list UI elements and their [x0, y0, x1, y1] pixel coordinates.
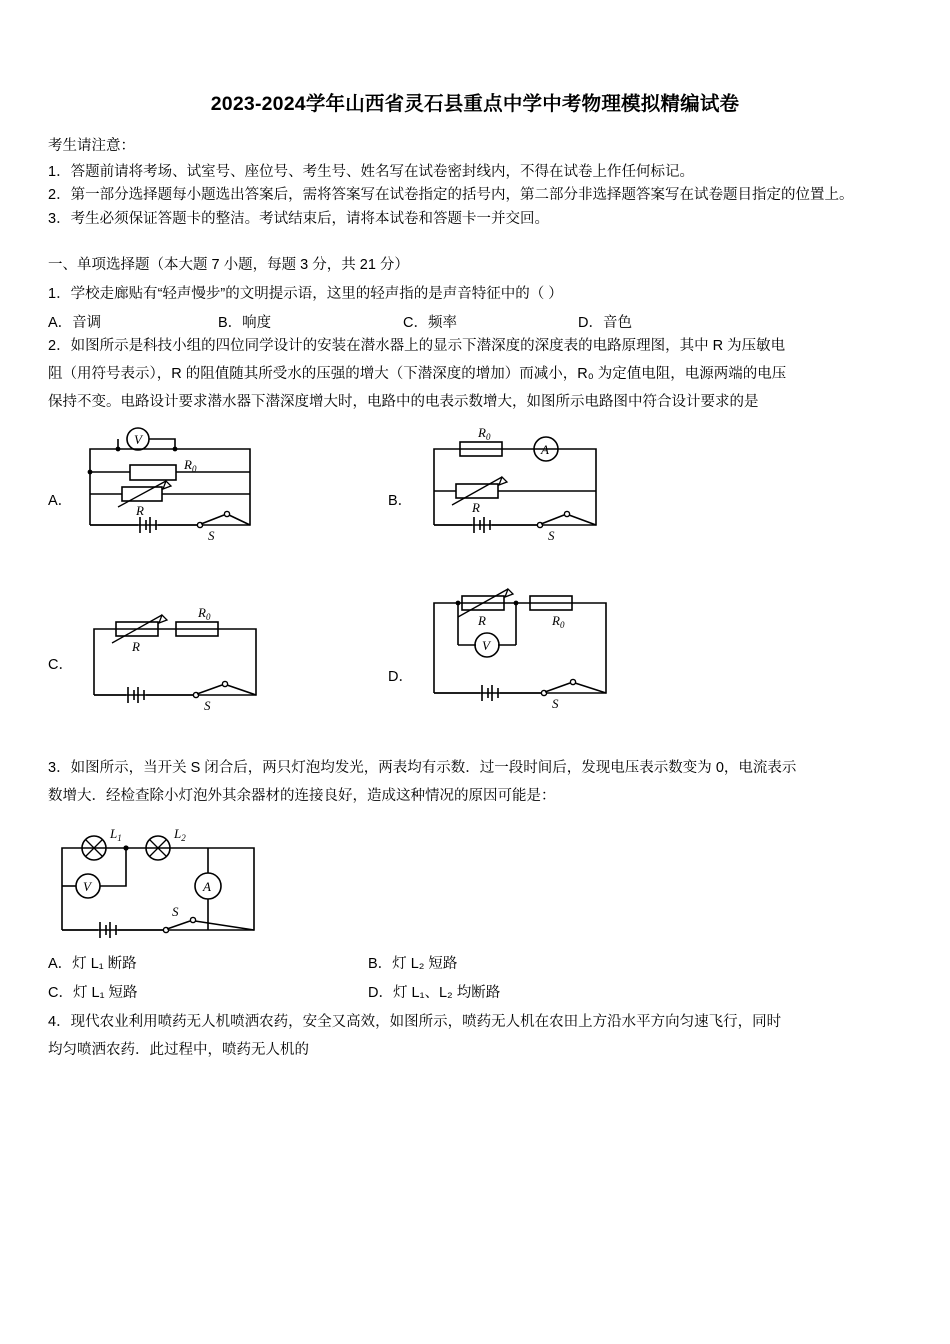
svg-text:S: S — [548, 527, 555, 543]
question-2-circuit-b — [420, 427, 610, 545]
question-1-option-c: C．频率 — [403, 314, 457, 331]
question-3-option-a: A．灯 L₁ 断路 — [48, 956, 137, 973]
question-4-number: 4． — [48, 1014, 71, 1031]
svg-text:S: S — [208, 527, 215, 543]
question-1-option-b: B．响度 — [218, 314, 272, 331]
question-3-options-row-2 — [48, 979, 902, 1008]
question-2-number: 2． — [48, 337, 71, 354]
question-3-option-b: B．灯 L₂ 短路 — [368, 956, 458, 973]
section-title: 一、单项选择题（本大题 7 小题，每题 3 分，共 21 分） — [48, 257, 409, 274]
svg-text:R: R — [472, 499, 480, 515]
notice-item-2: 2．第一部分选择题每小题选出答案后，需将答案写在试卷指定的括号内，第二部分非选择题答案写在试卷题目指定的位置上。 — [48, 187, 854, 204]
question-3-option-d: D．灯 L₁、L₂ 均断路 — [368, 985, 501, 1002]
svg-text:V: V — [134, 431, 142, 447]
svg-text:R0: $R_0$ — [198, 604, 211, 622]
question-2-line-3: 保持不变。电路设计要求潜水器下潜深度增大时，电路中的电表示数增大，如图所示电路图中符合设计要求的是 — [48, 394, 759, 411]
question-3-line-2: 数增大．经检查除小灯泡外其余器材的连接良好，造成这种情况的原因可能是： — [48, 787, 556, 804]
question-3-figure — [48, 820, 902, 950]
question-3-circuit — [48, 826, 268, 951]
notice-heading: 考生请注意： — [48, 138, 135, 154]
svg-text:R0: $R_0$ — [552, 612, 565, 630]
svg-text:S: S — [552, 695, 559, 711]
question-2-circuit-d — [420, 575, 620, 715]
svg-text:S: S — [172, 904, 179, 920]
svg-text:R: R — [136, 502, 144, 518]
svg-text:A: A — [541, 441, 549, 457]
svg-text:R0: $R_0$ — [478, 426, 491, 442]
question-3-options-row-1 — [48, 950, 902, 979]
question-2-choice-b-label: B． — [388, 492, 413, 509]
question-2-circuit-c — [80, 605, 260, 715]
question-4-line-2: 均匀喷洒农药．此过程中，喷药无人机的 — [48, 1042, 309, 1059]
question-2-choice-c-label: C． — [48, 656, 73, 673]
question-1-body: 学校走廊贴有“轻声慢步”的文明提示语，这里的轻声指的是声音特征中的（ ） — [70, 286, 563, 303]
svg-text:R: R — [478, 612, 486, 628]
question-4-line-1: 4．现代农业利用喷药无人机喷洒农药，安全又高效，如图所示，喷药无人机在农田上方沿水平方向匀速飞行，同时 — [48, 1014, 782, 1031]
svg-text:R: R — [132, 638, 140, 654]
question-1-option-d: D．音色 — [578, 314, 632, 331]
question-2-line-2: 阻（用符号表示），R 的阻值随其所受水的压强的增大（下潜深度的增加）而减小，R₀ 为定值电阻，电源两端的电压 — [48, 365, 787, 382]
notice-item-3: 3．考生必须保证答题卡的整洁。考试结束后，请将本试卷和答题卡一并交回。 — [48, 210, 550, 227]
question-2-figures-row-1 — [48, 427, 902, 547]
question-2-choice-a-label: A． — [48, 492, 73, 509]
notice-item-1: 1．答题前请将考场、试室号、座位号、考生号、姓名写在试卷密封线内，不得在试卷上作任何标记。 — [48, 164, 695, 180]
svg-text:R0: $R_0$ — [184, 456, 197, 474]
question-1-options — [48, 311, 902, 332]
svg-text:A: A — [203, 879, 211, 895]
svg-text:L2: $L_2$ — [174, 826, 186, 844]
question-2-choice-d-label: D． — [388, 668, 413, 685]
page-title: 2023-2024学年山西省灵石县重点中学中考物理模拟精编试卷 — [210, 93, 740, 115]
svg-text:V: V — [482, 637, 490, 653]
question-1-option-a: A．音调 — [48, 314, 102, 331]
svg-text:S: S — [204, 697, 211, 713]
question-1-text — [48, 280, 902, 308]
question-2-figures-row-2 — [48, 595, 902, 730]
question-1-number: 1． — [48, 286, 71, 303]
question-3-number: 3． — [48, 759, 71, 776]
question-3-line-1: 3．如图所示，当开关 S 闭合后，两只灯泡均发光，两表均有示数．过一段时间后，发现电压表示数变为 0，电流表示 — [48, 759, 797, 776]
question-2-circuit-a — [80, 427, 260, 545]
svg-text:V: V — [83, 879, 91, 895]
question-3-option-c: C．灯 L₁ 短路 — [48, 985, 138, 1002]
svg-text:L1: $L_1$ — [110, 826, 122, 844]
question-2-line-1: 2．如图所示是科技小组的四位同学设计的安装在潜水器上的显示下潜深度的深度表的电路原理图，其中 R 为压敏电 — [48, 337, 786, 354]
